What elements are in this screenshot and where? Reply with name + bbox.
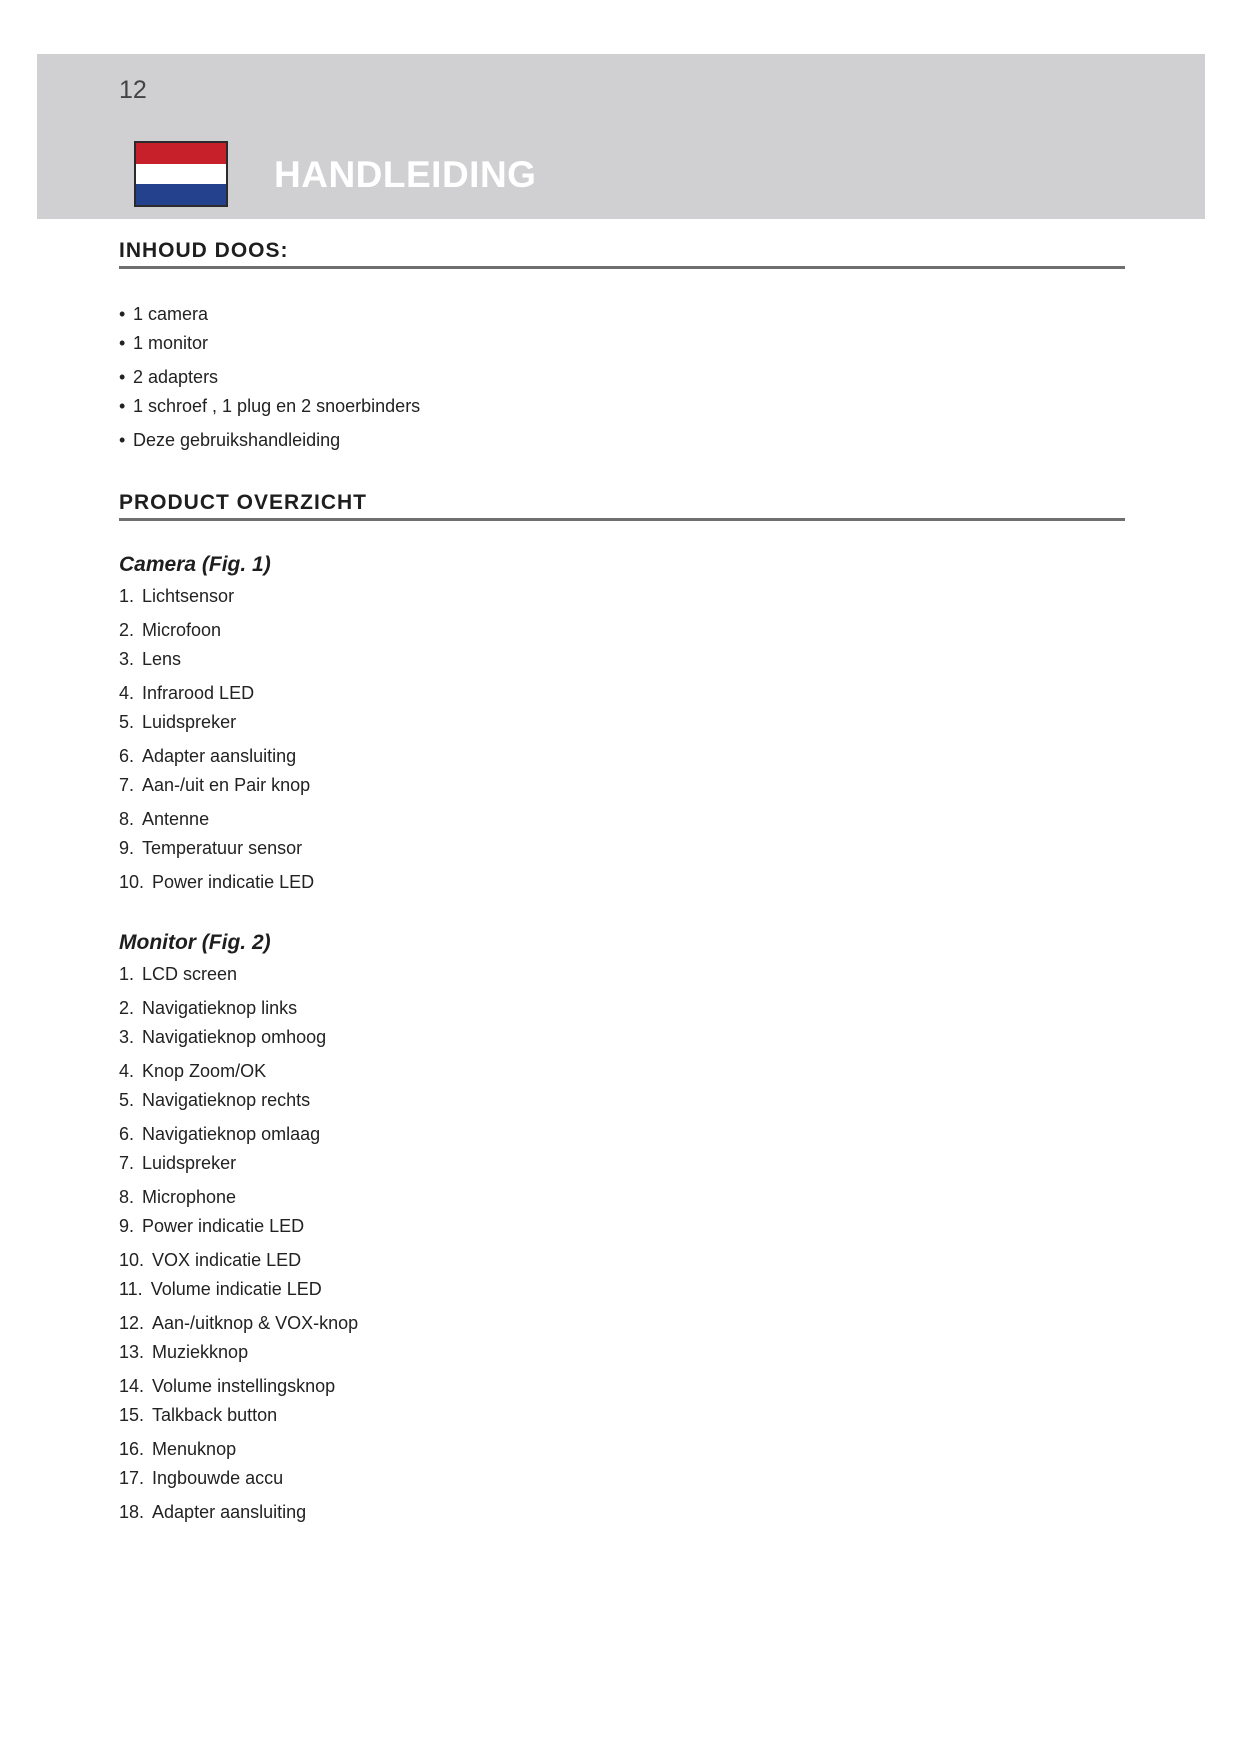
list-item-label: Lens xyxy=(142,649,182,669)
list-item xyxy=(119,1313,358,1334)
list-item-number: 7. xyxy=(119,1153,135,1173)
list-item-number: 13. xyxy=(119,1342,145,1362)
list-item xyxy=(119,838,302,859)
list-item-number: 17. xyxy=(119,1468,145,1488)
camera-subheading: Camera (Fig. 1) xyxy=(119,553,271,576)
list-item: • 1 monitor xyxy=(119,333,209,353)
list-item-number: 4. xyxy=(119,683,135,703)
list-item xyxy=(119,998,297,1019)
list-item-label: Infrarood LED xyxy=(142,683,255,703)
list-item-number: 7. xyxy=(119,775,135,795)
list-item-label: Temperatuur sensor xyxy=(142,838,303,858)
list-item-label: Aan-/uit en Pair knop xyxy=(142,775,311,795)
list-item: • Deze gebruikshandleiding xyxy=(119,430,341,450)
list-item-number: 9. xyxy=(119,1216,135,1236)
list-item xyxy=(119,1250,301,1271)
list-item-number: 10. xyxy=(119,872,145,892)
list-item-number: 2. xyxy=(119,620,135,640)
flag-stripe-blue xyxy=(136,184,226,205)
list-item-label: Muziekknop xyxy=(152,1342,249,1362)
list-item xyxy=(119,1090,310,1111)
list-item-number: 6. xyxy=(119,746,135,766)
list-item-number: 8. xyxy=(119,809,135,829)
list-item xyxy=(119,1342,248,1363)
flag-stripe-red xyxy=(136,143,226,164)
list-item-label: Navigatieknop links xyxy=(142,998,298,1018)
list-item-number: 5. xyxy=(119,712,135,732)
list-item xyxy=(119,620,221,641)
list-item: • 2 adapters xyxy=(119,367,219,387)
page-title: HANDLEIDING xyxy=(274,154,537,195)
list-item xyxy=(119,712,236,733)
list-item-number: 16. xyxy=(119,1439,145,1459)
list-item xyxy=(119,1439,236,1460)
list-item-label: Power indicatie LED xyxy=(152,872,315,892)
list-item-number: 6. xyxy=(119,1124,135,1144)
list-item-label: Talkback button xyxy=(152,1405,278,1425)
list-item-label: Ingbouwde accu xyxy=(152,1468,284,1488)
list-item-number: 12. xyxy=(119,1313,145,1333)
list-item xyxy=(119,1153,236,1174)
list-item-number: 2. xyxy=(119,998,135,1018)
list-item-number: 15. xyxy=(119,1405,145,1425)
list-item-label: Adapter aansluiting xyxy=(142,746,297,766)
list-item-label: Luidspreker xyxy=(142,1153,237,1173)
list-item-number: 18. xyxy=(119,1502,145,1522)
list-item-number: 10. xyxy=(119,1250,145,1270)
list-item-label: Microphone xyxy=(142,1187,237,1207)
list-item-label: Knop Zoom/OK xyxy=(142,1061,267,1081)
list-item-label: Antenne xyxy=(142,809,210,829)
list-item-number: 1. xyxy=(119,586,135,606)
list-item-label: Menuknop xyxy=(152,1439,237,1459)
list-item-label: LCD screen xyxy=(142,964,238,984)
list-item-label: VOX indicatie LED xyxy=(152,1250,302,1270)
list-item xyxy=(119,1405,277,1426)
list-item xyxy=(119,1502,306,1523)
list-item-label: Navigatieknop omhoog xyxy=(142,1027,327,1047)
page-number: 12 xyxy=(119,76,147,104)
list-item-label: Microfoon xyxy=(142,620,222,640)
box-contents-heading: INHOUD DOOS: xyxy=(119,239,1125,269)
list-item: • 1 schroef , 1 plug en 2 snoerbinders xyxy=(119,396,421,416)
list-item-label: Adapter aansluiting xyxy=(152,1502,307,1522)
list-item xyxy=(119,1376,335,1397)
flag-stripe-white xyxy=(136,164,226,185)
list-item xyxy=(119,1027,326,1048)
list-item-label: Volume indicatie LED xyxy=(150,1279,322,1299)
list-item-number: 9. xyxy=(119,838,135,858)
list-item xyxy=(119,1468,283,1489)
product-overview-heading: PRODUCT OVERZICHT xyxy=(119,491,1125,521)
list-item-number: 1. xyxy=(119,964,135,984)
list-item xyxy=(119,1187,236,1208)
list-item xyxy=(119,964,237,985)
list-item xyxy=(119,649,181,670)
list-item xyxy=(119,1061,266,1082)
list-item xyxy=(119,872,314,893)
list-item-label: Volume instellingsknop xyxy=(152,1376,336,1396)
list-item xyxy=(119,809,209,830)
list-item-label: Navigatieknop omlaag xyxy=(142,1124,321,1144)
list-item xyxy=(119,586,234,607)
list-item-number: 14. xyxy=(119,1376,145,1396)
list-item xyxy=(119,1216,304,1237)
list-item-label: Luidspreker xyxy=(142,712,237,732)
list-item-number: 8. xyxy=(119,1187,135,1207)
list-item-number: 3. xyxy=(119,1027,135,1047)
list-item-number: 3. xyxy=(119,649,135,669)
list-item xyxy=(119,746,296,767)
list-item-label: Power indicatie LED xyxy=(142,1216,305,1236)
monitor-subheading: Monitor (Fig. 2) xyxy=(119,931,271,954)
list-item xyxy=(119,1124,320,1145)
list-item xyxy=(119,1279,322,1300)
list-item-label: Aan-/uitknop & VOX-knop xyxy=(152,1313,359,1333)
list-item-label: Lichtsensor xyxy=(142,586,235,606)
list-item xyxy=(119,775,310,796)
list-item-number: 11. xyxy=(119,1279,143,1299)
list-item: • 1 camera xyxy=(119,304,209,324)
list-item-number: 4. xyxy=(119,1061,135,1081)
dutch-flag-icon xyxy=(134,141,228,207)
list-item-number: 5. xyxy=(119,1090,135,1110)
page-header xyxy=(37,54,1205,219)
list-item xyxy=(119,683,254,704)
list-item-label: Navigatieknop rechts xyxy=(142,1090,311,1110)
